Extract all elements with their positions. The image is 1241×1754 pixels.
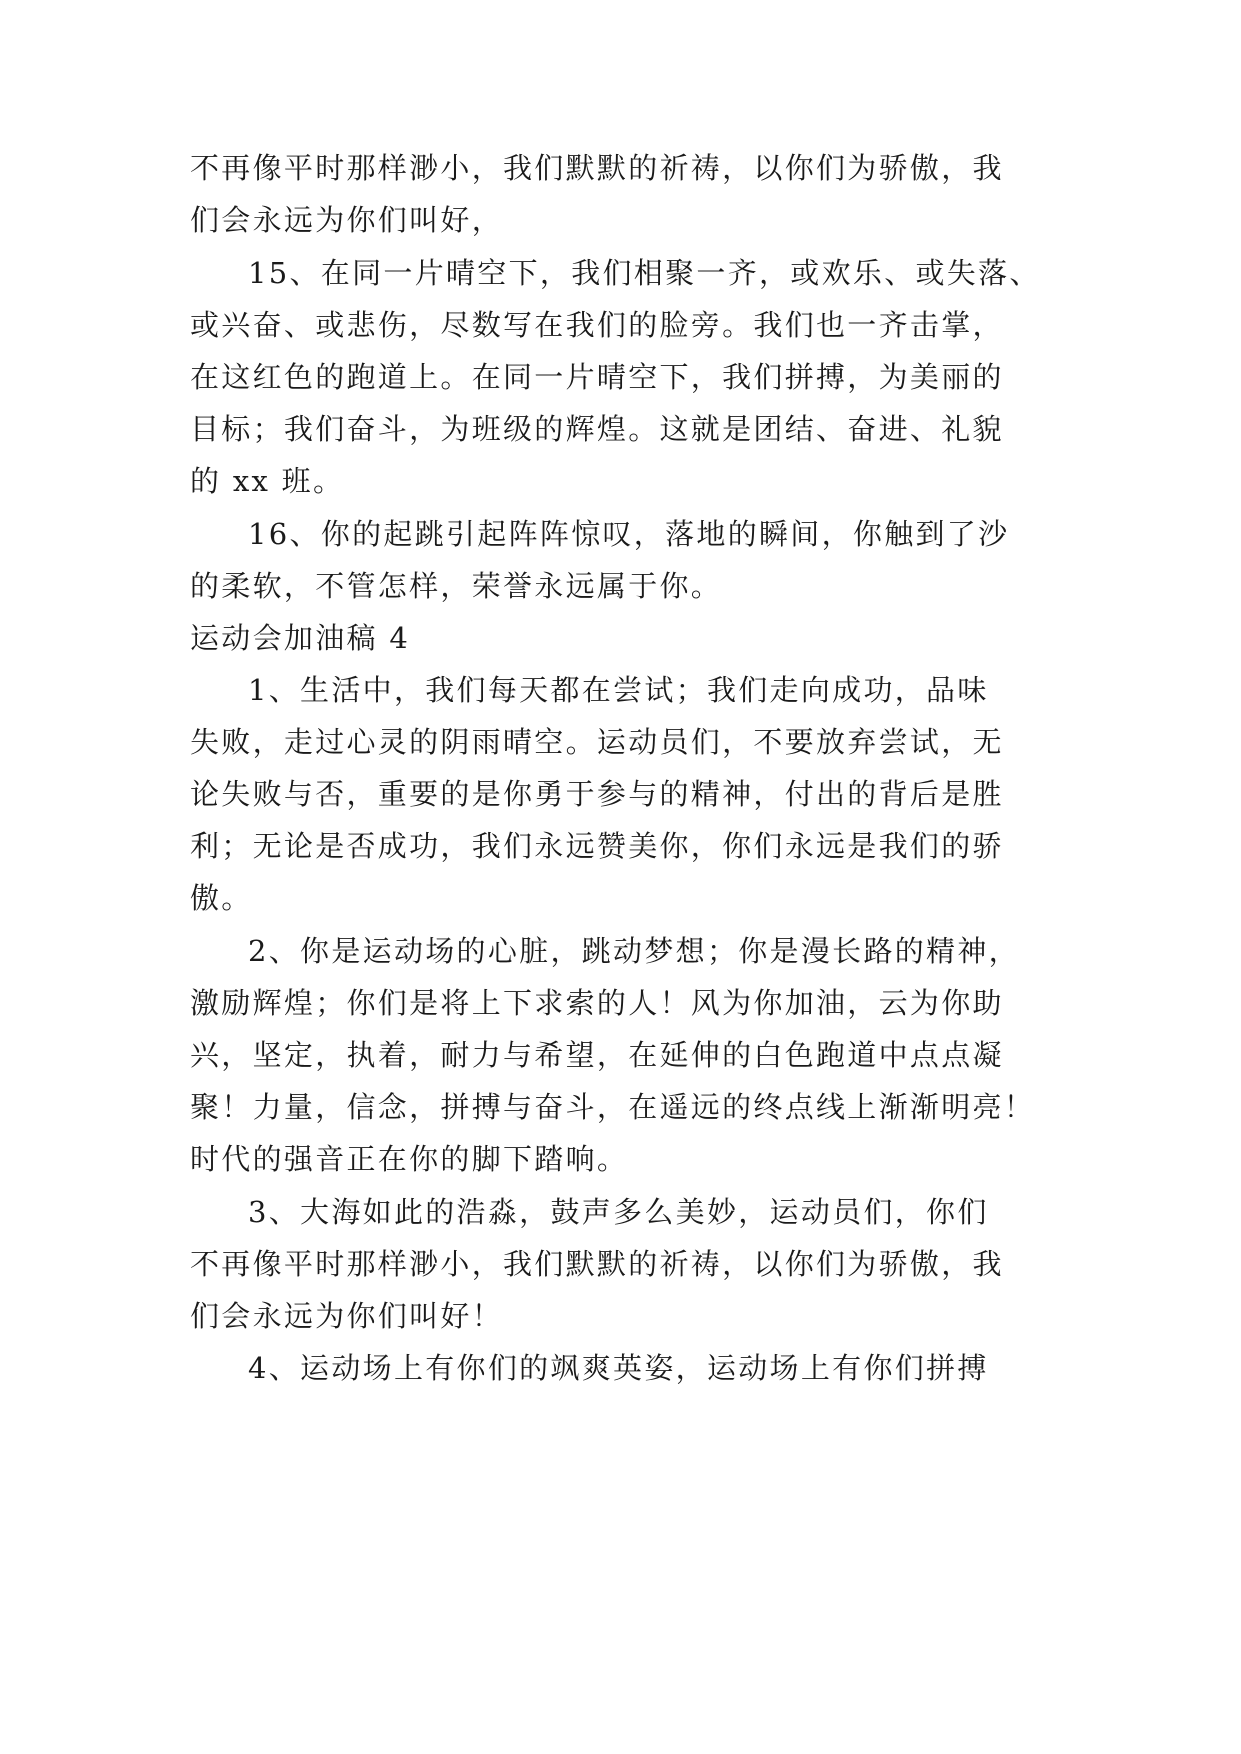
paragraph-2-start: 2、你是运动场的心脏，跳动梦想；你是漫长路的精神， [248,934,1020,968]
text-line: 傲。 [190,881,253,915]
text-line: 聚！力量，信念，拼搏与奋斗，在遥远的终点线上渐渐明亮！ [190,1090,1036,1124]
text-line: 时代的强音正在你的脚下踏响。 [190,1142,629,1176]
paragraph-3-start: 3、大海如此的浩淼，鼓声多么美妙，运动员们，你们 [248,1195,989,1229]
text-line: 们会永远为你们叫好！ [190,1299,504,1333]
text-line: 不再像平时那样渺小，我们默默的祈祷，以你们为骄傲，我 [190,151,1004,185]
text-line: 利；无论是否成功，我们永远赞美你，你们永远是我们的骄 [190,829,1004,863]
paragraph-15-start: 15、在同一片晴空下，我们相聚一齐，或欢乐、或失落、 [248,256,1041,290]
paragraph-16-start: 16、你的起跳引起阵阵惊叹，落地的瞬间，你触到了沙 [248,517,1010,551]
text-line: 们会永远为你们叫好， [190,203,504,237]
text-line: 的柔软，不管怎样，荣誉永远属于你。 [190,569,723,603]
text-line: 目标；我们奋斗，为班级的辉煌。这就是团结、奋进、礼貌 [190,412,1004,446]
text-line: 兴，坚定，执着，耐力与希望，在延伸的白色跑道中点点凝 [190,1038,1004,1072]
text-line: 论失败与否，重要的是你勇于参与的精神，付出的背后是胜 [190,777,1004,811]
text-line: 激励辉煌；你们是将上下求索的人！风为你加油，云为你助 [190,986,1004,1020]
paragraph-1-start: 1、生活中，我们每天都在尝试；我们走向成功，品味 [248,673,989,707]
paragraph-4-start: 4、运动场上有你们的飒爽英姿，运动场上有你们拼搏 [248,1351,989,1385]
text-line: 失败，走过心灵的阴雨晴空。运动员们，不要放弃尝试，无 [190,725,1004,759]
text-line: 的 xx 班。 [190,464,345,498]
text-line: 或兴奋、或悲伤，尽数写在我们的脸旁。我们也一齐击掌， [190,308,1004,342]
text-line: 不再像平时那样渺小，我们默默的祈祷，以你们为骄傲，我 [190,1247,1004,1281]
section-heading: 运动会加油稿 4 [190,621,411,655]
text-line: 在这红色的跑道上。在同一片晴空下，我们拼搏，为美丽的 [190,360,1004,394]
